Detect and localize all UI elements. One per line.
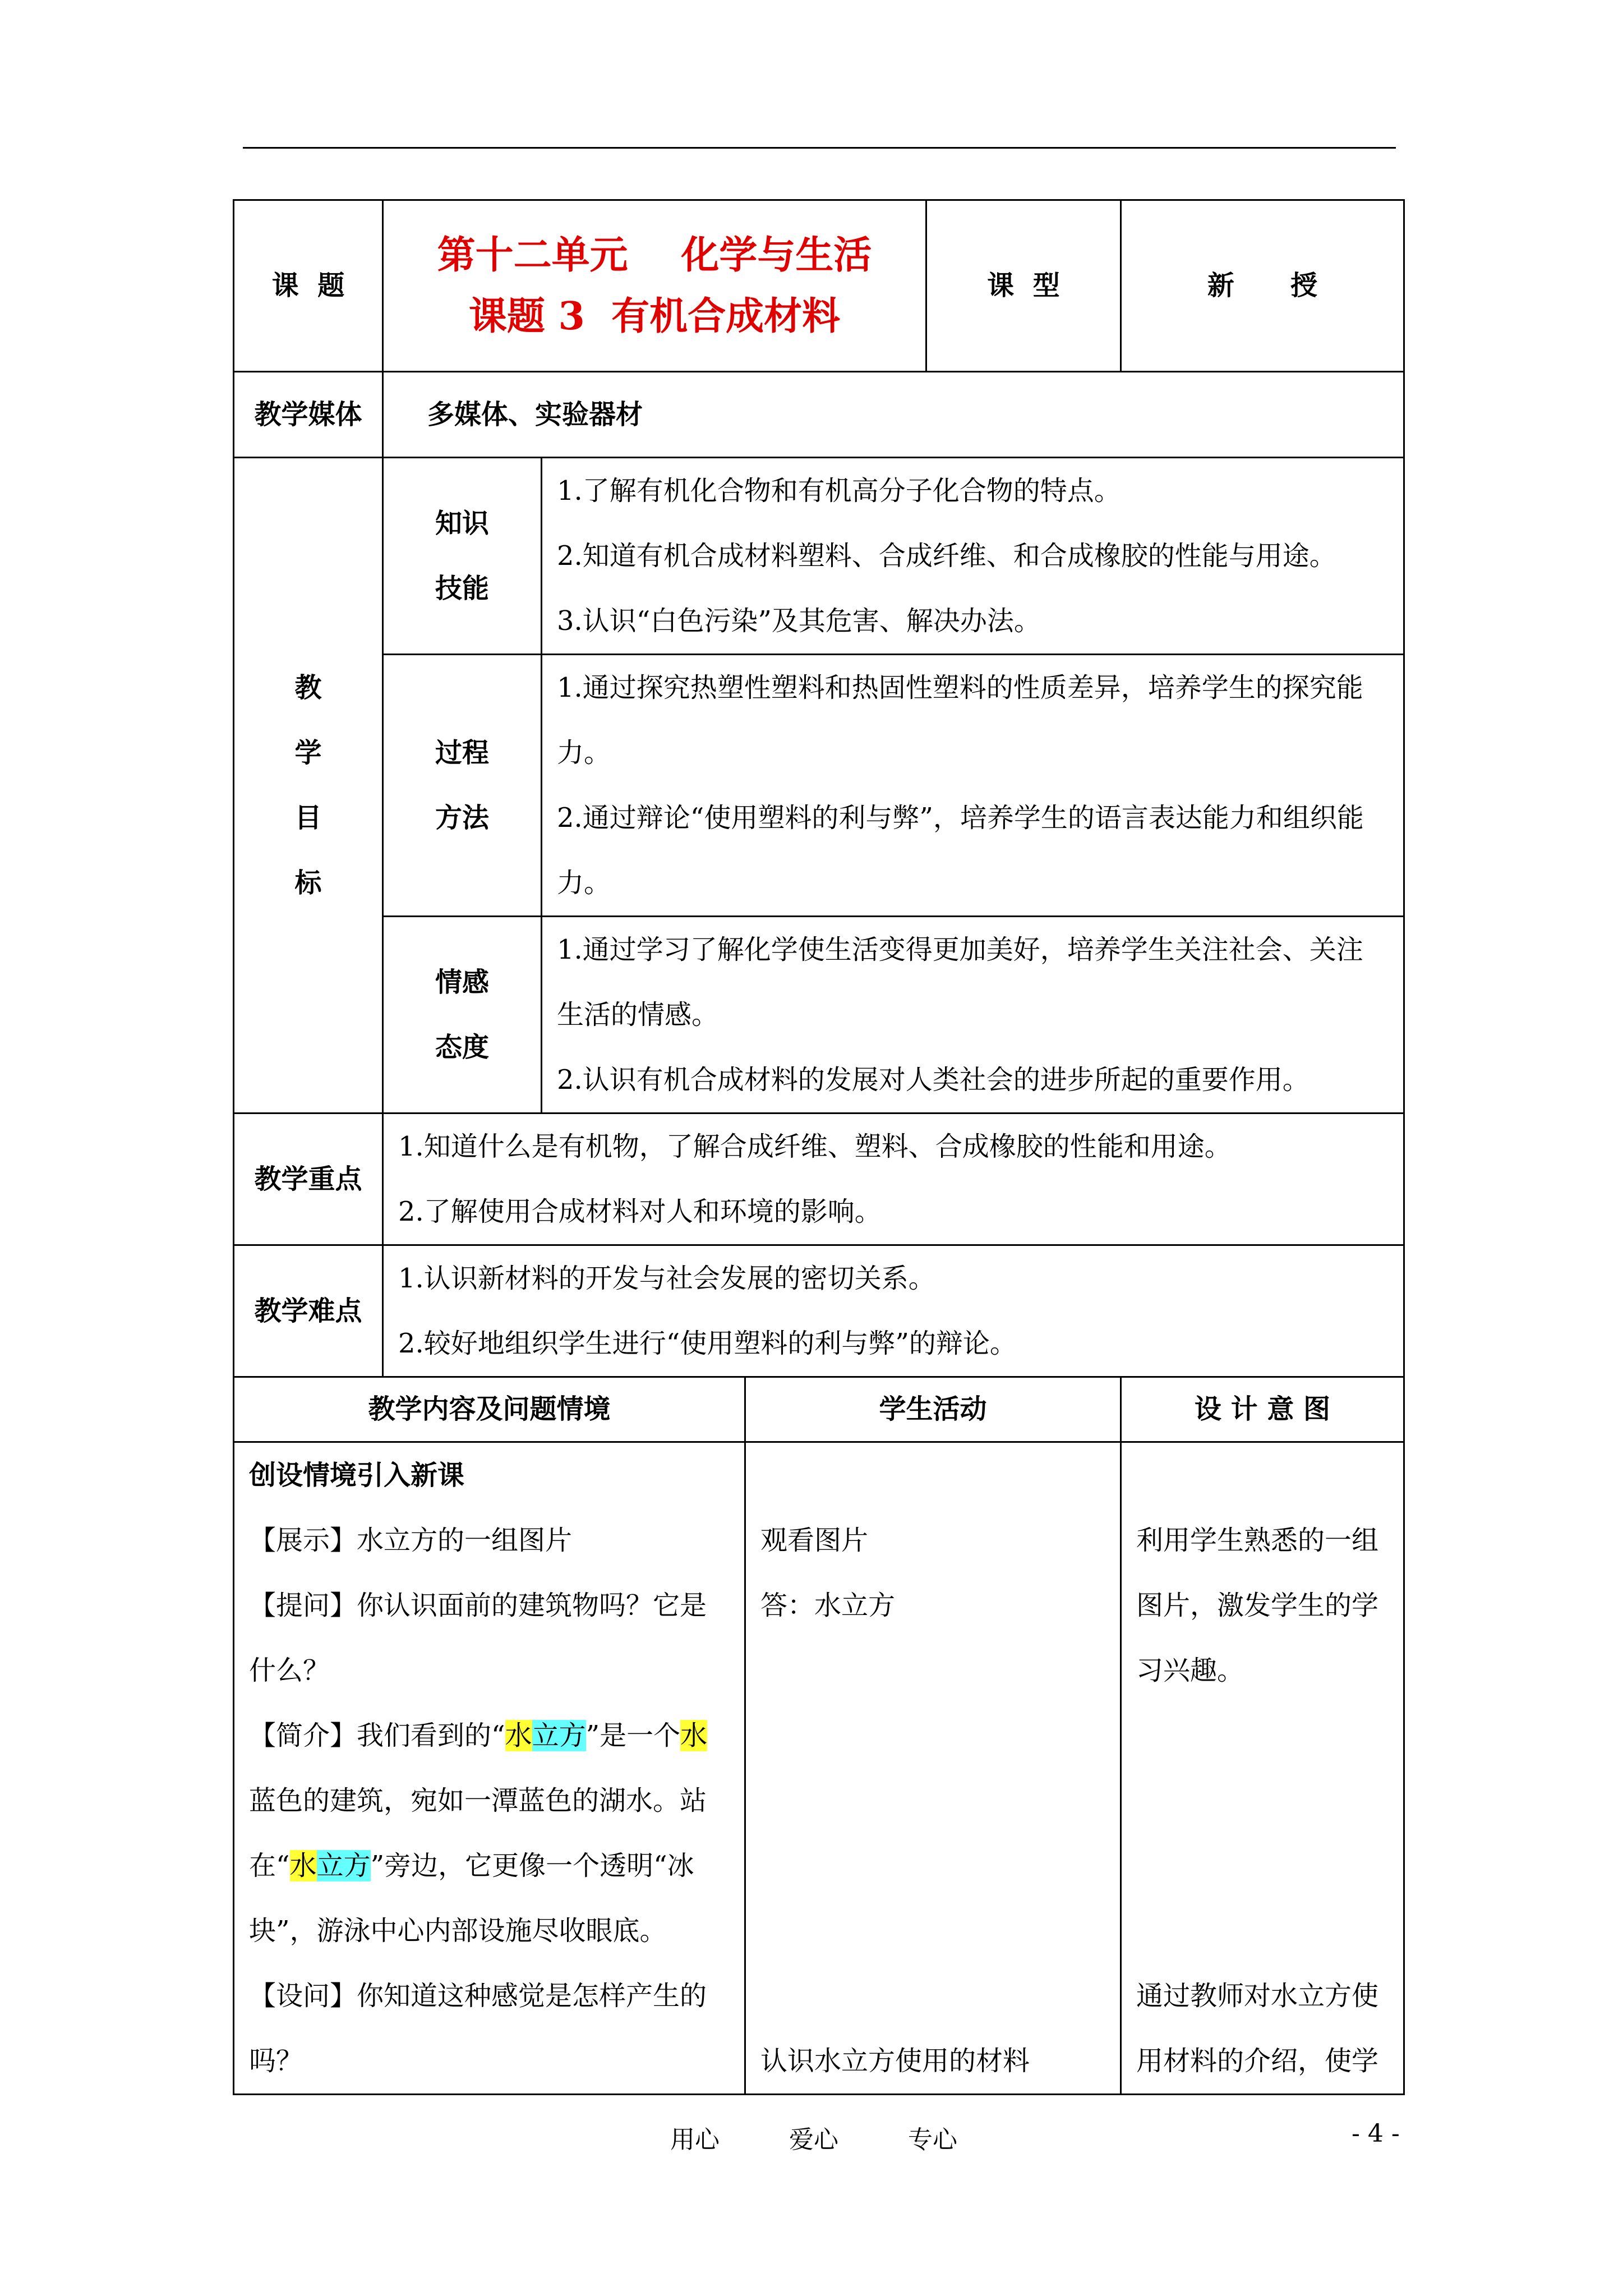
difficulties-items [383, 1245, 1404, 1377]
design-item: 通过教师对水立方使用材料的介绍，使学 [1136, 1980, 1379, 2077]
lesson-plan-table [233, 199, 1405, 2095]
difficulties-row [234, 1245, 1404, 1377]
highlight-yellow: 水 [289, 1850, 317, 1881]
page-number: - 4 - [1352, 2119, 1400, 2148]
intro-text: ”是一个 [585, 1720, 681, 1751]
difficulty-item: 2.较好地组织学生进行“使用塑料的利与弊”的辩论。 [398, 1328, 1017, 1359]
topic-label: 课 题 [234, 200, 383, 372]
header-design: 设 计 意 图 [1121, 1377, 1404, 1442]
knowledge-label-line: 技能 [435, 573, 489, 604]
spacer [760, 1768, 1105, 1833]
design-cell [1121, 1442, 1404, 2095]
knowledge-label [383, 458, 542, 655]
media-label: 教学媒体 [234, 372, 383, 458]
knowledge-item: 1.了解有机化合物和有机高分子化合物的特点。 [557, 475, 1121, 507]
process-body-row [234, 1442, 1404, 2095]
spacer [1136, 1703, 1389, 1768]
key-point-item: 1.知道什么是有机物，了解合成纤维、塑料、合成橡胶的性能和用途。 [398, 1131, 1232, 1162]
objectives-label-char: 标 [294, 867, 322, 899]
content-cell [234, 1442, 745, 2095]
lesson-title-cell [383, 200, 926, 372]
question-item: 【设问】你知道这种感觉是怎样产生的吗？ [249, 1980, 707, 2077]
spacer [760, 1898, 1105, 1963]
knowledge-item: 2.知道有机合成材料塑料、合成纤维、和合成橡胶的性能与用途。 [557, 540, 1336, 572]
intro-item [249, 1703, 730, 1963]
design-item: 利用学生熟悉的一组图片，激发学生的学习兴趣。 [1136, 1525, 1379, 1686]
footer-motto: 爱心 [789, 2125, 838, 2154]
spacer [760, 1833, 1105, 1898]
objective-knowledge-row [234, 458, 1404, 655]
objectives-label-char: 目 [294, 802, 322, 834]
media-row [234, 372, 1404, 458]
highlight-cyan: 立方 [532, 1720, 586, 1751]
spacer [1136, 1898, 1389, 1963]
emotion-items [542, 917, 1404, 1114]
lesson-title: 课题 3 有机合成材料 [468, 293, 841, 339]
student-cell [745, 1442, 1121, 2095]
process-item: 1.通过探究热塑性塑料和热固性塑料的性质差异，培养学生的探究能力。 [557, 672, 1363, 769]
spacer [760, 1443, 1105, 1508]
intro-text: ”旁边，它更像一个透明“冰块”，游泳中心内部设施尽收眼底。 [249, 1850, 694, 1947]
objectives-label-char: 学 [294, 737, 322, 769]
section-title: 创设情境引入新课 [249, 1460, 465, 1491]
student-activity: 观看图片 [760, 1525, 869, 1556]
header-rule [243, 147, 1396, 149]
process-items [542, 655, 1404, 917]
type-label: 课 型 [926, 200, 1121, 372]
highlight-yellow: 水 [680, 1720, 708, 1751]
unit-title: 第十二单元 化学与生活 [437, 232, 872, 278]
footer-motto: 专心 [908, 2125, 957, 2154]
objective-process-row [234, 655, 1404, 917]
media-value: 多媒体、实验器材 [383, 372, 1404, 458]
difficulties-label: 教学难点 [234, 1245, 383, 1377]
process-item: 2.通过辩论“使用塑料的利与弊”，培养学生的语言表达能力和组织能力。 [557, 802, 1364, 899]
highlight-yellow: 水 [505, 1720, 532, 1751]
emotion-label-line: 情感 [435, 967, 489, 998]
objective-emotion-row [234, 917, 1404, 1114]
process-label [383, 655, 542, 917]
emotion-label-line: 态度 [435, 1032, 489, 1063]
knowledge-items [542, 458, 1404, 655]
process-label-line: 方法 [435, 802, 489, 834]
footer-motto: 用心 [670, 2125, 720, 2154]
footer-mottos [670, 2119, 1019, 2155]
highlight-cyan: 立方 [316, 1850, 371, 1881]
emotion-item: 2.认识有机合成材料的发展对人类社会的进步所起的重要作用。 [557, 1064, 1310, 1096]
knowledge-item: 3.认识“白色污染”及其危害、解决办法。 [557, 605, 1041, 637]
objectives-label-char: 教 [294, 672, 322, 703]
process-header-row [234, 1377, 1404, 1442]
header-student: 学生活动 [745, 1377, 1121, 1442]
knowledge-label-line: 知识 [435, 508, 489, 539]
difficulty-item: 1.认识新材料的开发与社会发展的密切关系。 [398, 1263, 935, 1294]
student-activity: 答：水立方 [760, 1590, 896, 1621]
intro-text: 【简介】我们看到的“ [249, 1720, 505, 1751]
type-value: 新 授 [1121, 200, 1404, 372]
emotion-item: 1.通过学习了解化学使生活变得更加美好，培养学生关注社会、关注生活的情感。 [557, 934, 1363, 1030]
spacer [1136, 1833, 1389, 1898]
key-points-items [383, 1114, 1404, 1245]
student-activity: 认识水立方使用的材料 [760, 2045, 1030, 2077]
spacer [760, 1963, 1105, 2028]
key-points-label: 教学重点 [234, 1114, 383, 1245]
key-point-item: 2.了解使用合成材料对人和环境的影响。 [398, 1196, 882, 1227]
process-label-line: 过程 [435, 737, 489, 769]
spacer [1136, 1443, 1389, 1508]
key-points-row [234, 1114, 1404, 1245]
spacer [1136, 1768, 1389, 1833]
objectives-label [234, 458, 383, 1114]
ask-item: 【提问】你认识面前的建筑物吗？它是什么？ [249, 1590, 707, 1686]
show-item: 【展示】水立方的一组图片 [249, 1525, 573, 1556]
header-content: 教学内容及问题情境 [234, 1377, 745, 1442]
title-row [234, 200, 1404, 372]
intro-text: 蓝色的建筑，宛如一潭蓝色的湖水。站在“ [249, 1785, 707, 1881]
emotion-label [383, 917, 542, 1114]
spacer [760, 1638, 1105, 1703]
spacer [760, 1703, 1105, 1768]
